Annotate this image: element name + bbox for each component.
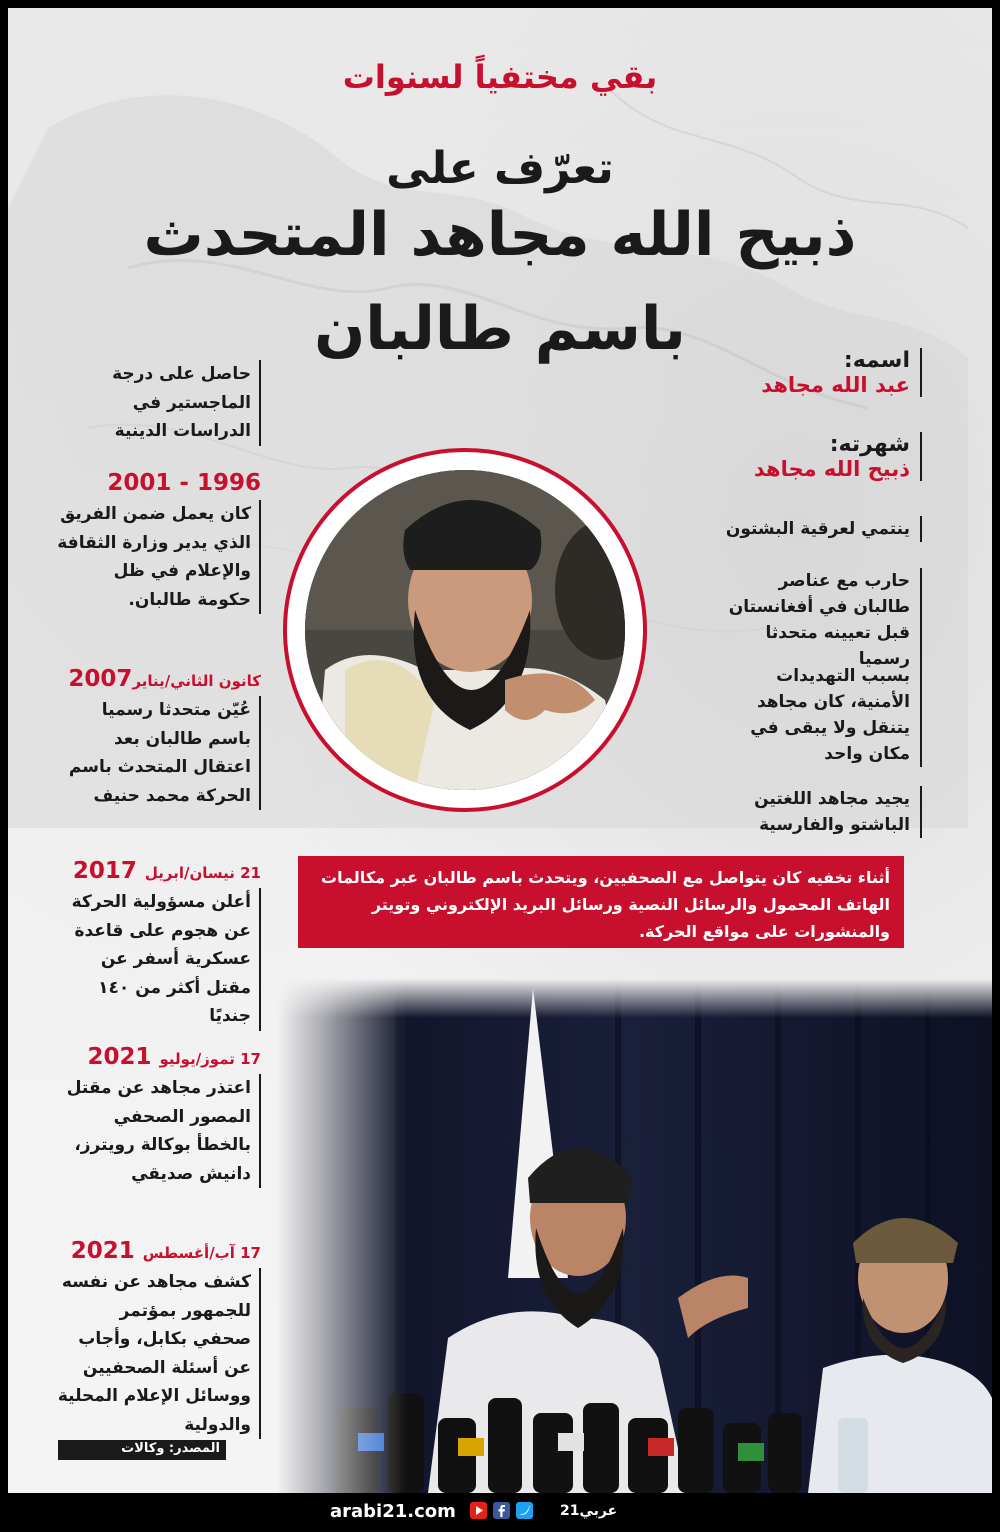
timeline-date: 21 نيسان/ابريل 2017: [72, 858, 261, 884]
portrait-photo: [305, 470, 625, 790]
fact-text: يجيد مجاهد اللغتين الباشتو والفارسية: [754, 789, 910, 835]
profile-fact: [722, 568, 922, 672]
profile-name-block: [722, 348, 922, 397]
portrait-frame: [283, 448, 647, 812]
timeline-text: كان يعمل ضمن الفريق الذي يدير وزارة الثقافة والإعلام في ظل حكومة طالبان.: [56, 500, 261, 614]
fame-label: شهرته:: [829, 432, 910, 457]
press-conference-photo: [278, 978, 992, 1493]
highlight-note: أثناء تخفيه كان يتواصل مع الصحفيين، ويتحدث باسم طالبان عبر مكالمات الهاتف المحمول والرسائل النصية ورسائل البريد الإلكتروني وتويتر والمنشورات على مواقع الحركة.: [298, 856, 904, 948]
profile-fact: [722, 786, 922, 838]
profile-fame-block: [722, 432, 922, 481]
timeline-date: كانون الثاني/يناير2007: [68, 666, 261, 692]
fact-text: ينتمي لعرقية البشتون: [725, 519, 910, 539]
footer-bar: [0, 1493, 1000, 1532]
profile-fact: [722, 516, 922, 542]
timeline-text: حاصل على درجة الماجستير في الدراسات الدينية: [56, 360, 261, 446]
timeline-date: 17 تموز/يوليو 2021: [87, 1044, 261, 1070]
main-title-line2: باسم طالبان: [314, 294, 686, 364]
timeline-entry: [56, 470, 261, 614]
main-title-line1: ذبيح الله مجاهد المتحدث: [143, 200, 857, 270]
youtube-icon[interactable]: [470, 1502, 487, 1519]
profile-fact: [722, 663, 922, 767]
timeline-entry: [56, 1238, 261, 1439]
fact-text: بسبب التهديدات الأمنية، كان مجاهد يتنقل ولا يبقى في مكان واحد: [750, 666, 910, 764]
twitter-icon[interactable]: [516, 1502, 533, 1519]
name-label: اسمه:: [843, 348, 910, 373]
timeline-text: كشف مجاهد عن نفسه للجمهور بمؤتمر صحفي بكابل، وأجاب عن أسئلة الصحفيين ووسائل الإعلام المحلية والدولية: [56, 1268, 261, 1439]
timeline-date: 1996 - 2001: [107, 470, 261, 496]
source-label: المصدر: وكالات: [58, 1440, 226, 1460]
timeline-entry: [56, 356, 261, 446]
timeline-entry: [56, 666, 261, 810]
fame-value: ذبيح الله مجاهد: [753, 457, 910, 481]
timeline-entry: [56, 1044, 261, 1188]
timeline-date: 17 آب/أغسطس 2021: [70, 1238, 261, 1264]
fact-text: حارب مع عناصر طالبان في أفغانستان قبل تعيينه متحدثا رسميا: [728, 571, 910, 669]
timeline-entry: [56, 858, 261, 1031]
pre-title: تعرّف على: [386, 143, 614, 194]
site-url[interactable]: arabi21.com: [330, 1501, 456, 1522]
timeline-text: عُيّن متحدثا رسميا باسم طالبان بعد اعتقال المتحدث باسم الحركة محمد حنيف: [56, 696, 261, 810]
brand-logo: عربي21: [560, 1503, 618, 1519]
timeline-text: اعتذر مجاهد عن مقتل المصور الصحفي بالخطأ بوكالة رويترز، دانيش صديقي: [56, 1074, 261, 1188]
infographic-sheet: [8, 8, 992, 1493]
timeline-text: أعلن مسؤولية الحركة عن هجوم على قاعدة عسكرية أسفر عن مقتل أكثر من ١٤٠ جنديًا: [56, 888, 261, 1031]
facebook-icon[interactable]: [493, 1502, 510, 1519]
kicker-title: بقي مختفياً لسنوات: [342, 58, 658, 96]
name-value: عبد الله مجاهد: [761, 373, 910, 397]
